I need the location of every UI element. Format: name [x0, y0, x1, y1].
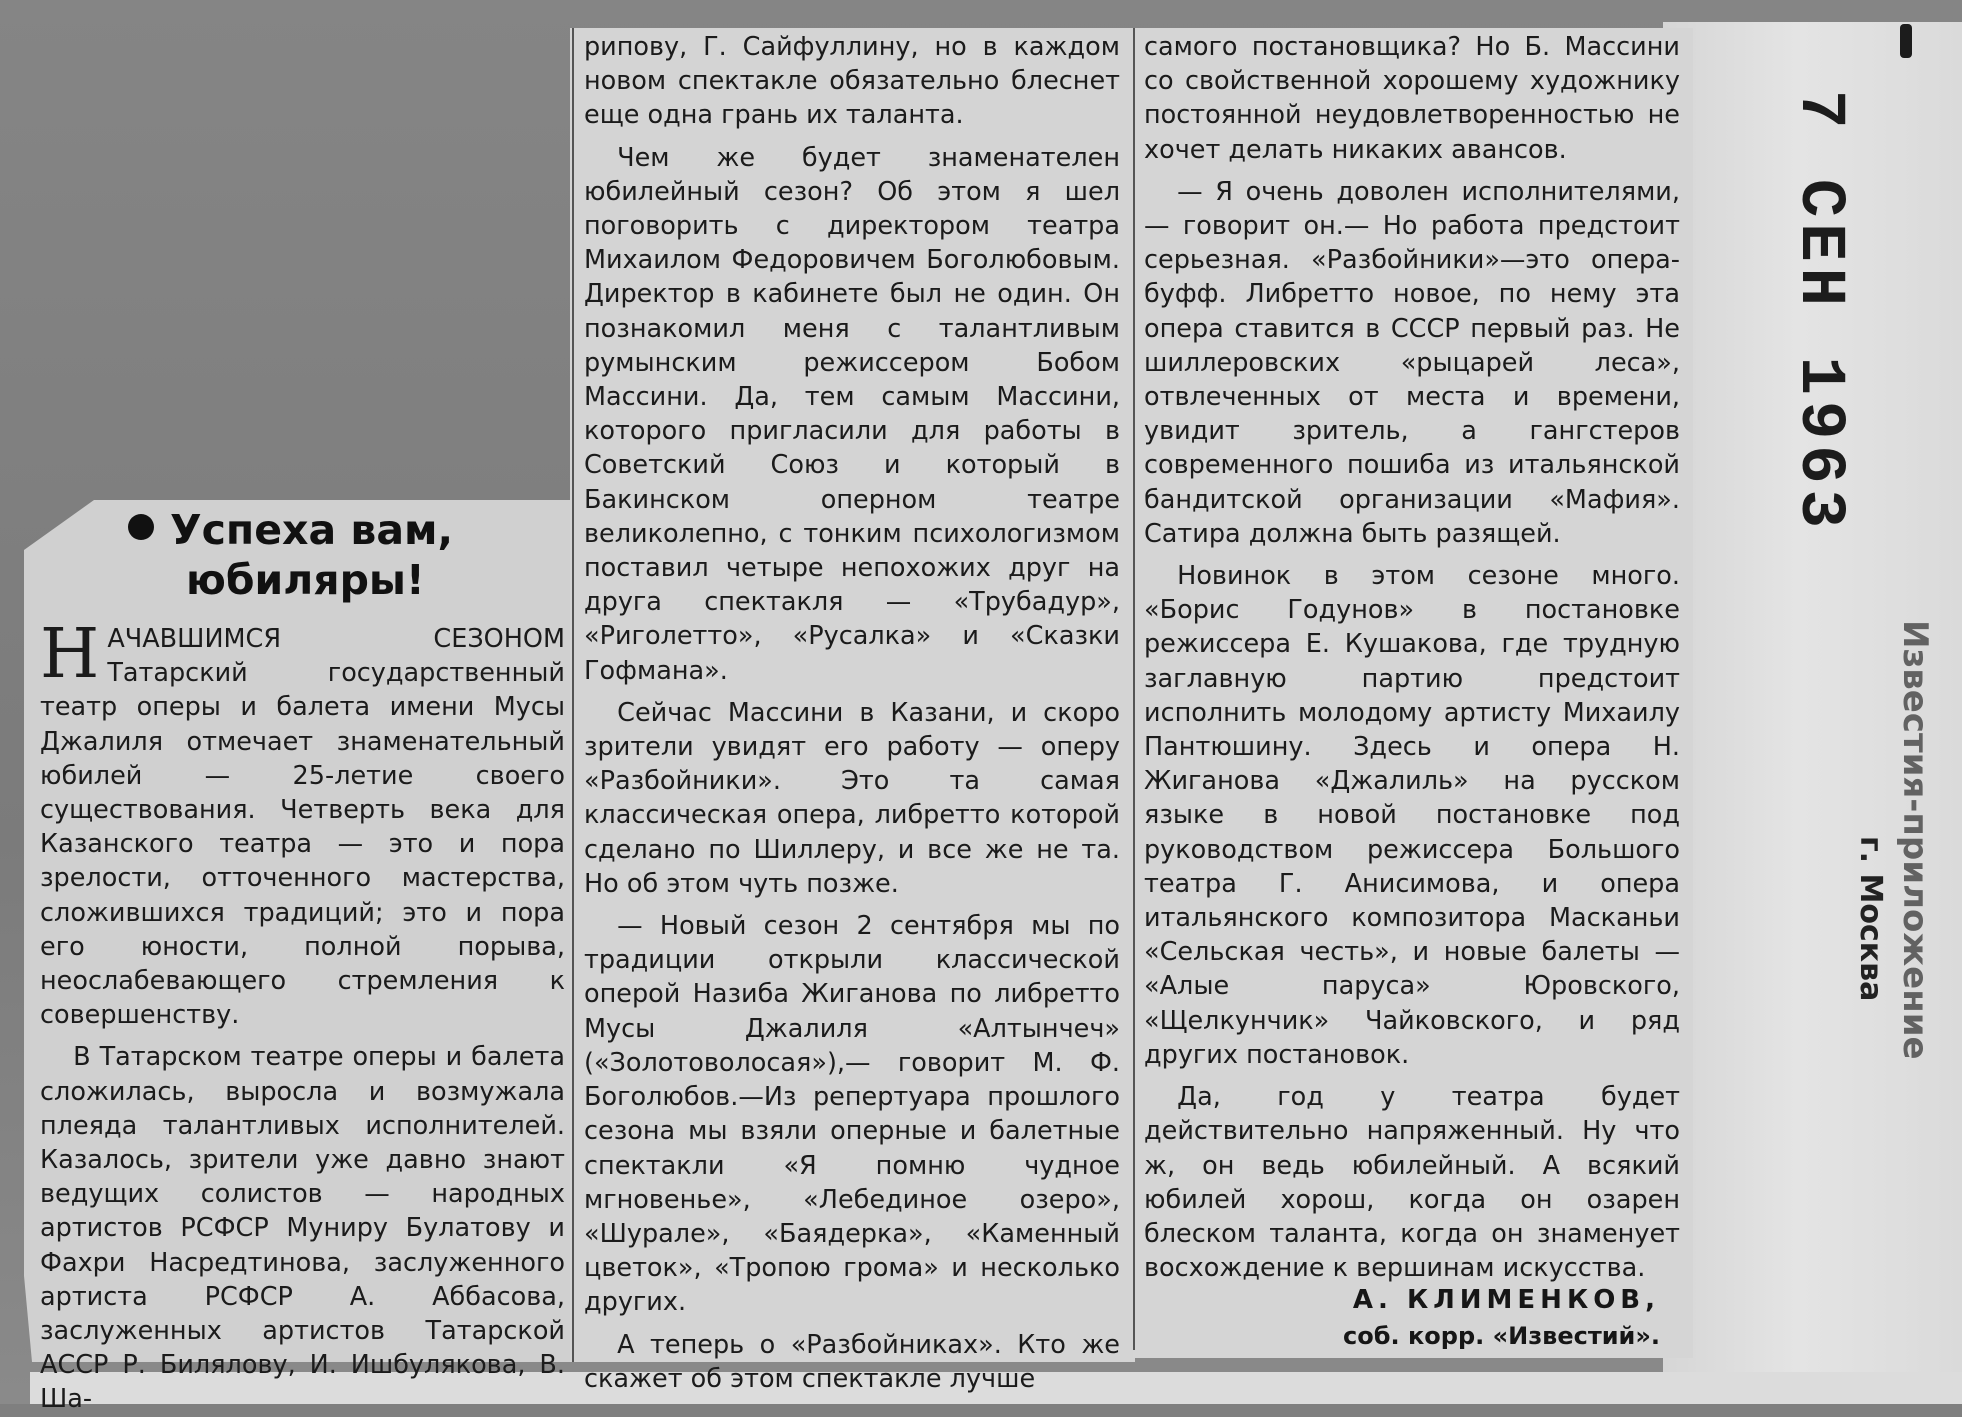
headline-line-1: Успеха вам, — [170, 506, 454, 554]
author-name: А. КЛИМЕНКОВ, — [1352, 1285, 1660, 1315]
source-stamp-publication: Известия-приложение — [1895, 620, 1935, 1060]
author-role: соб. корр. «Известий». — [1343, 1322, 1660, 1350]
byline — [1290, 1282, 1660, 1354]
paragraph: Чем же будет знаменателен юбилейный сезон? Об этом я шел поговорить с директором театра Михаилом Федоровичем Боголюбовым. Директор в кабинете был не один. Он познакомил меня с талантливым румынским режиссером Бобом Массини. Да, тем самым Массини, которого пригласили для работы в Советский Союз и который в Бакинском оперном театре великолепно, с тонким психологизмом поставил четыре непохожих друг на друга спектакля — «Трубадур», «Риголетто», «Русалка» и «Сказки Гофмана». — [584, 142, 1120, 686]
paragraph: — Новый сезон 2 сентября мы по традиции открыли классической оперой Назиба Жиганова по либретто Мусы Джалиля «Алтынчеч» («Золотоволосая»),— говорит М. Ф. Боголюбов.—Из репертуара прошлого сезона мы взяли оперные и балетные спектакли «Я помню чудное мгновенье», «Лебединое озеро», «Шурале», «Баядерка», «Каменный цветок», «Тропою грома» и несколько других. — [584, 911, 1120, 1318]
source-stamp-city: г. Москва — [1853, 836, 1888, 1002]
paragraph: самого постановщика? Но Б. Массини со свойственной хорошему художнику постоянной неудовлетворенностью не хочет делать никаких авансов. — [1144, 32, 1680, 165]
article-column-2 — [584, 30, 1120, 1396]
article-headline — [128, 505, 548, 605]
date-stamp: 7 СЕН 1963 — [1783, 90, 1855, 535]
paragraph: — Я очень доволен исполнителями,— говорит он.— Но работа предстоит серьезная. «Разбойники»—это опера-буфф. Либретто новое, по нему эта опера ставится в СССР первый раз. Не шиллеровских «рыцарей леса», отвлеченных от места и времени, увидит зритель, а гангстеров современного пошиба из итальянской бандитской организации «Мафия». Сатира должна быть разящей. — [1144, 176, 1680, 549]
headline-line-2: юбиляры! — [186, 556, 425, 604]
article-column-1 — [40, 615, 565, 1417]
paragraph: рипову, Г. Сайфуллину, но в каждом новом спектакле обязательно блеснет еще одна грань их таланта. — [584, 32, 1120, 131]
paragraph: Сейчас Массини в Казани, и скоро зрители увидят его работу — оперу «Разбойники». Это та самая классическая опера, либретто которой сделано по Шиллеру, и все же не та. Но об этом чуть позже. — [584, 697, 1120, 899]
stamp-mark-icon — [1900, 24, 1912, 58]
drop-cap: Н — [40, 615, 100, 694]
column-rule-1 — [572, 28, 574, 1362]
paragraph-text: АЧАВШИМСЯ СЕЗОНОМ Татарский государственный театр оперы и балета имени Мусы Джалиля отмечает знаменательный юбилей — 25-летие своего существования. Четверть века для Казанского театра — это и пора зрелости, отточенного мастерства, сложившихся традиций; это и пора его юности, полной порыва, неослабевающего стремления к совершенству. — [40, 624, 565, 1031]
bullet-icon — [128, 514, 154, 540]
column-rule-2 — [1133, 28, 1135, 1350]
article-column-3 — [1144, 30, 1680, 1285]
paragraph: А теперь о «Разбойниках». Кто же скажет об этом спектакле лучше — [584, 1329, 1120, 1394]
paragraph — [40, 615, 565, 1032]
paragraph: В Татарском театре оперы и балета сложилась, выросла и возмужала плеяда талантливых исполнителей. Казалось, зрители уже давно знают ведущих солистов — народных артистов РСФСР Муниру Булатову и Фахри Насредтинова, заслуженного артиста РСФСР А. Аббасова, заслуженных артистов Татарской АССР Р. Билялову, И. Ишбулякова, В. Ша- — [40, 1042, 565, 1415]
paragraph: Да, год у театра будет действительно напряженный. Ну что ж, он ведь юбилейный. А всякий юбилей хорош, когда он озарен блеском таланта, когда он знаменует восхождение к вершинам искусства. — [1144, 1082, 1680, 1284]
paragraph: Новинок в этом сезоне много. «Борис Годунов» в постановке режиссера Е. Кушакова, где трудную заглавную партию предстоит исполнить молодому артисту Михаилу Пантюшину. Здесь и опера Н. Жиганова «Джалиль» на русском языке в новой постановке под руководством режиссера Большого театра Г. Анисимова, и опера итальянского композитора Масканьи «Сельская честь», и новые балеты — «Алые паруса» Юровского, «Щелкунчик» Чайковского, и ряд других постановок. — [1144, 561, 1680, 1070]
